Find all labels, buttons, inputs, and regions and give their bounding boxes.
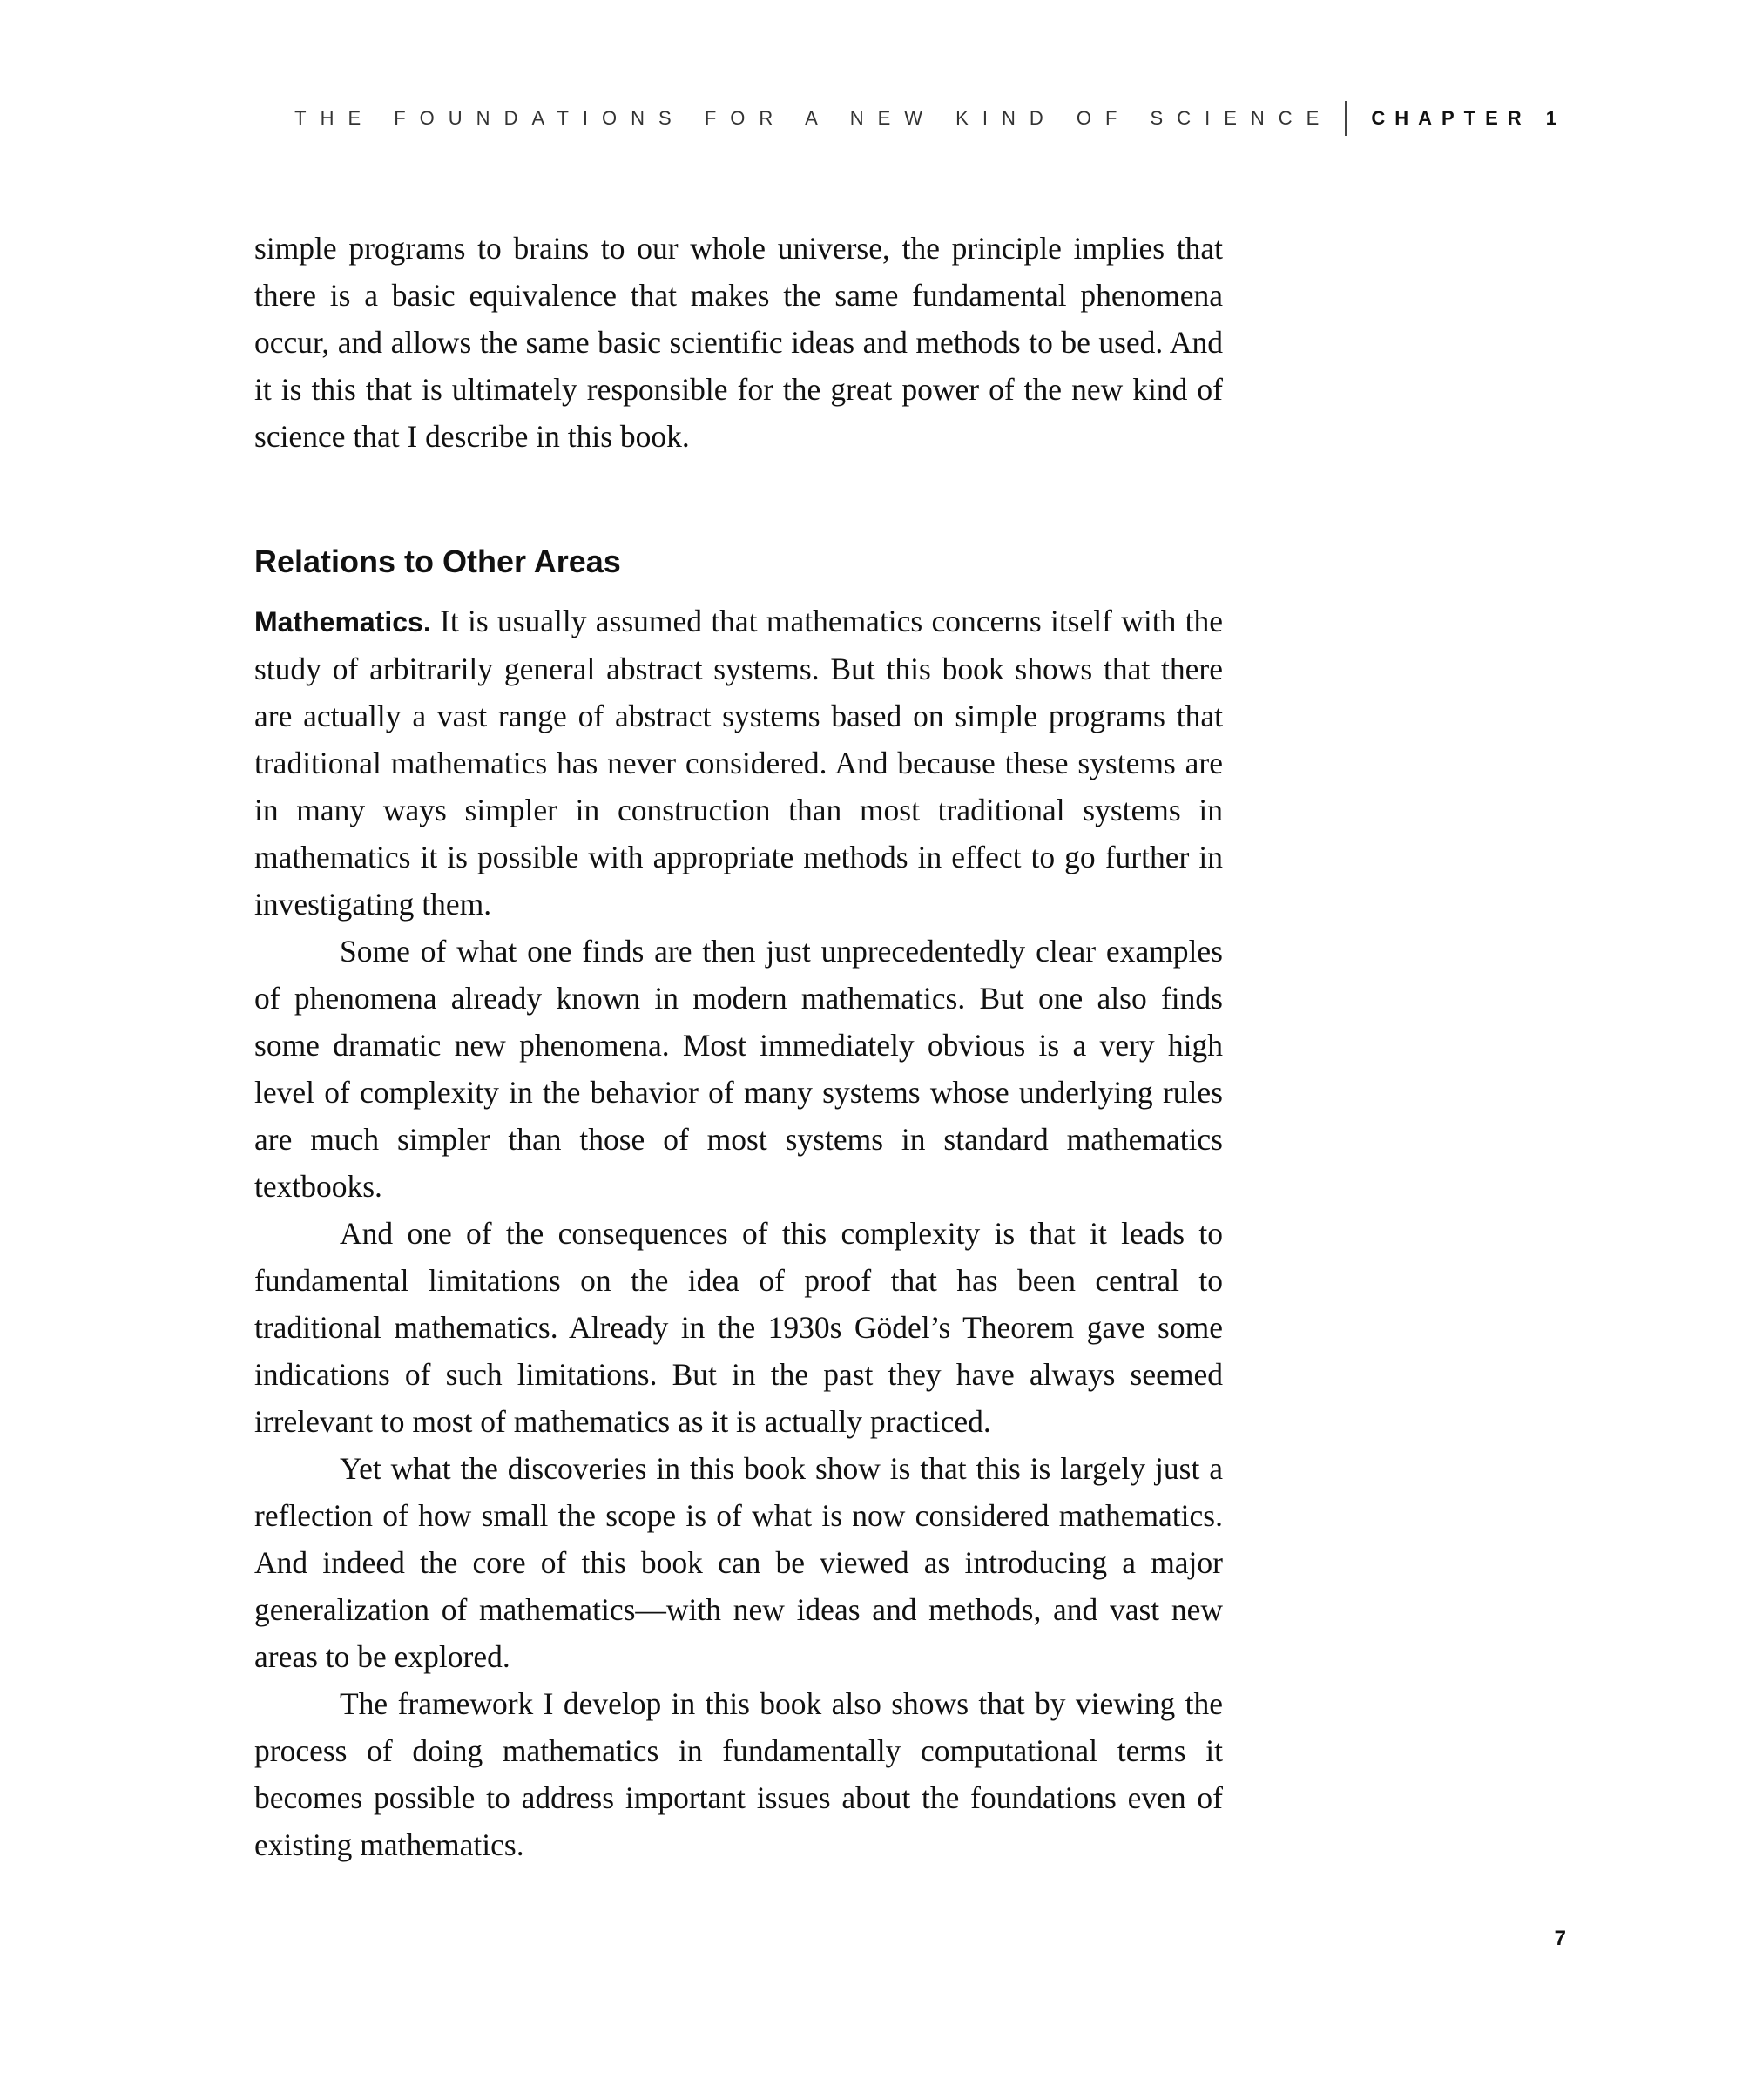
running-head-divider <box>1345 101 1347 136</box>
page-number: 7 <box>1554 1927 1566 1950</box>
section-heading: Relations to Other Areas <box>254 544 621 579</box>
paragraph-mathematics-text: It is usually assumed that mathematics concerns itself with the study of arbitrarily general abstract systems. But this book shows that there are actually a vast range of abstract systems based on simple programs that traditional mathematics has never considered. And because these systems are in many ways simpler in construction than most traditional systems in mathematics it is possible with appropriate methods in effect to go further in investigating them. <box>254 604 1223 922</box>
running-head-title: THE FOUNDATIONS FOR A NEW KIND OF SCIENCE <box>294 107 1334 129</box>
run-in-heading: Mathematics. <box>254 606 431 638</box>
paragraph: Some of what one finds are then just unprecedentedly clear examples of phenomena already known in modern mathematics. But one also finds some dramatic new phenomena. Most immediately obvious is a very high level of complexity in the behavior of many systems whose underlying rules are much simpler than those of most systems in standard mathematics textbooks. <box>254 934 1223 1204</box>
paragraph: Yet what the discoveries in this book show is that this is largely just a reflection of how small the scope is of what is now considered mathematics. And indeed the core of this book can be viewed as introducing a major generalization of mathematics—with new ideas and methods, and vast new areas to be explored. <box>254 1451 1223 1674</box>
running-head-chapter: CHAPTER 1 <box>1371 107 1566 129</box>
body-text <box>254 225 1223 1868</box>
paragraph: The framework I develop in this book also shows that by viewing the process of doing mathematics in fundamentally computational terms it becomes possible to address important issues about the foundations even of existing mathematics. <box>254 1686 1223 1862</box>
paragraph: And one of the consequences of this complexity is that it leads to fundamental limitations on the idea of proof that has been central to traditional mathematics. Already in the 1930s Gödel’s Theorem gave some indications of such limitations. But in the past they have always seemed irrelevant to most of mathematics as it is actually practiced. <box>254 1216 1223 1439</box>
paragraph-mathematics <box>254 598 1223 928</box>
running-head <box>294 101 1566 136</box>
paragraph-continued: simple programs to brains to our whole universe, the principle implies that there is a basic equivalence that makes the same fundamental phenomena occur, and allows the same basic scientific ideas and methods to be used. And it is this that is ultimately responsible for the great power of the new kind of science that I describe in this book. <box>254 231 1223 454</box>
